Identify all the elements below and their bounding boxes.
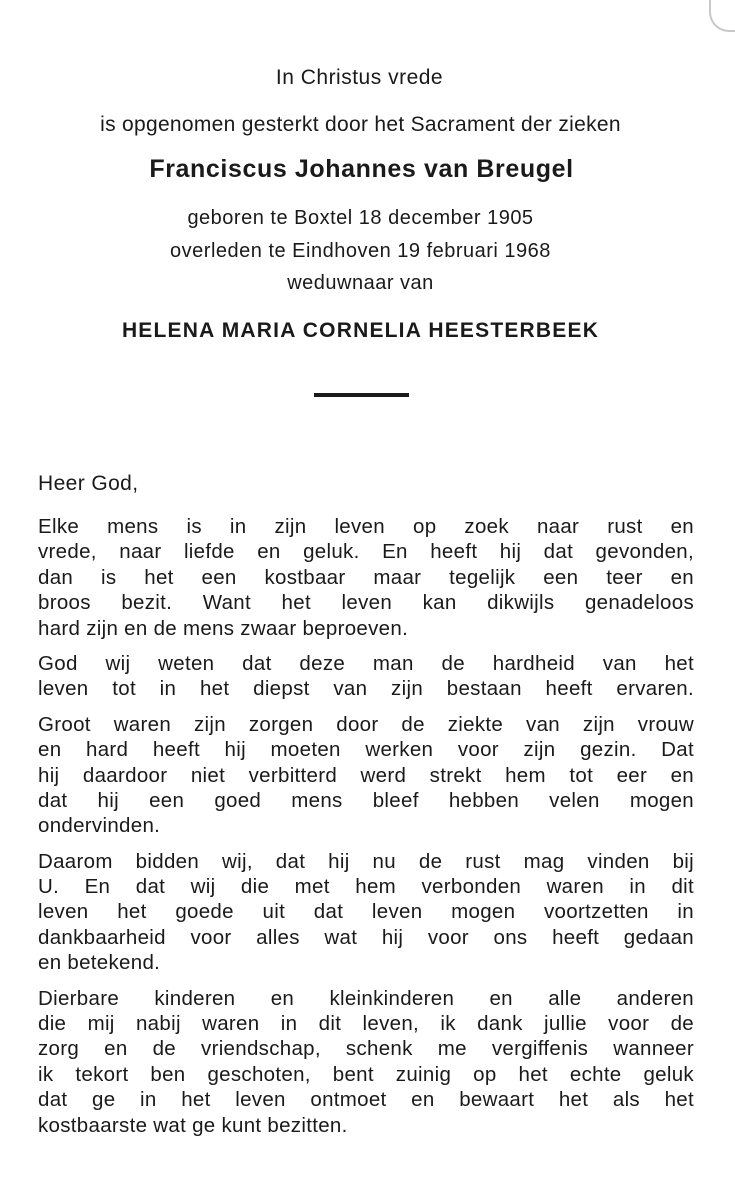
prayer-line: die mij nabij waren in dit leven, ik dank jullie voor de	[38, 1012, 694, 1036]
prayer-line: Groot waren zijn zorgen door de ziekte van zijn vrouw	[38, 712, 694, 736]
spouse-name: HELENA MARIA CORNELIA HEESTERBEEK	[121, 319, 600, 342]
prayer-greeting: Heer God,	[38, 472, 139, 495]
prayer-text	[38, 514, 694, 1148]
page-corner-decoration	[709, 0, 735, 32]
prayer-line: Elke mens is in zijn leven op zoek naar rust en	[38, 515, 694, 538]
prayer-line: en hard heeft hij moeten werken voor zijn gezin. Dat	[38, 738, 694, 762]
prayer-line: ondervinden.	[38, 814, 161, 838]
prayer-line: kostbaarste wat ge kunt bezitten.	[38, 1113, 348, 1137]
prayer-paragraph-4	[38, 849, 694, 976]
sacrament-line: is opgenomen gesterkt door het Sacrament der zieken	[100, 113, 621, 136]
prayer-paragraph-3	[38, 712, 694, 839]
prayer-line: dankbaarheid voor alles wat hij voor ons heeft gedaan	[38, 925, 694, 949]
prayer-line: Dierbare kinderen en kleinkinderen en alle anderen	[38, 986, 694, 1010]
deceased-name: Franciscus Johannes van Breugel	[149, 155, 574, 183]
prayer-line: dan is het een kostbaar maar tegelijk een teer en	[38, 565, 694, 589]
divider-rule	[314, 393, 409, 397]
intro-line: In Christus vrede	[275, 66, 444, 89]
prayer-line: en betekend.	[38, 951, 161, 975]
prayer-line: U. En dat wij die met hem verbonden waren in dit	[38, 875, 694, 899]
prayer-line: God wij weten dat deze man de hardheid van het	[38, 651, 694, 675]
prayer-line: dat ge in het leven ontmoet en bewaart het als het	[38, 1088, 694, 1112]
prayer-line: leven tot in het diepst van zijn bestaan heeft ervaren.	[38, 677, 694, 701]
prayer-line: hij daardoor niet verbitterd werd strekt hem tot eer en	[38, 763, 694, 787]
prayer-line: leven het goede uit dat leven mogen voortzetten in	[38, 900, 694, 924]
prayer-line: zorg en de vriendschap, schenk me vergiffenis wanneer	[38, 1037, 694, 1061]
prayer-line: broos bezit. Want het leven kan dikwijls genadeloos	[38, 591, 694, 615]
prayer-line: dat hij een goed mens bleef hebben velen mogen	[38, 788, 694, 812]
prayer-paragraph-2	[38, 651, 694, 702]
birth-line: geboren te Boxtel 18 december 1905	[187, 207, 534, 229]
prayer-line: Daarom bidden wij, dat hij nu de rust mag vinden bij	[38, 849, 694, 873]
prayer-line: ik tekort ben geschoten, bent zuinig op het echte geluk	[38, 1062, 694, 1086]
prayer-paragraph-5	[38, 986, 694, 1138]
death-line: overleden te Eindhoven 19 februari 1968	[170, 240, 551, 262]
widower-line: weduwnaar van	[287, 272, 434, 294]
prayer-paragraph-1	[38, 514, 694, 641]
prayer-line: vrede, naar liefde en geluk. En heeft hij dat gevonden,	[38, 540, 694, 564]
prayer-line: hard zijn en de mens zwaar beproeven.	[38, 616, 409, 640]
